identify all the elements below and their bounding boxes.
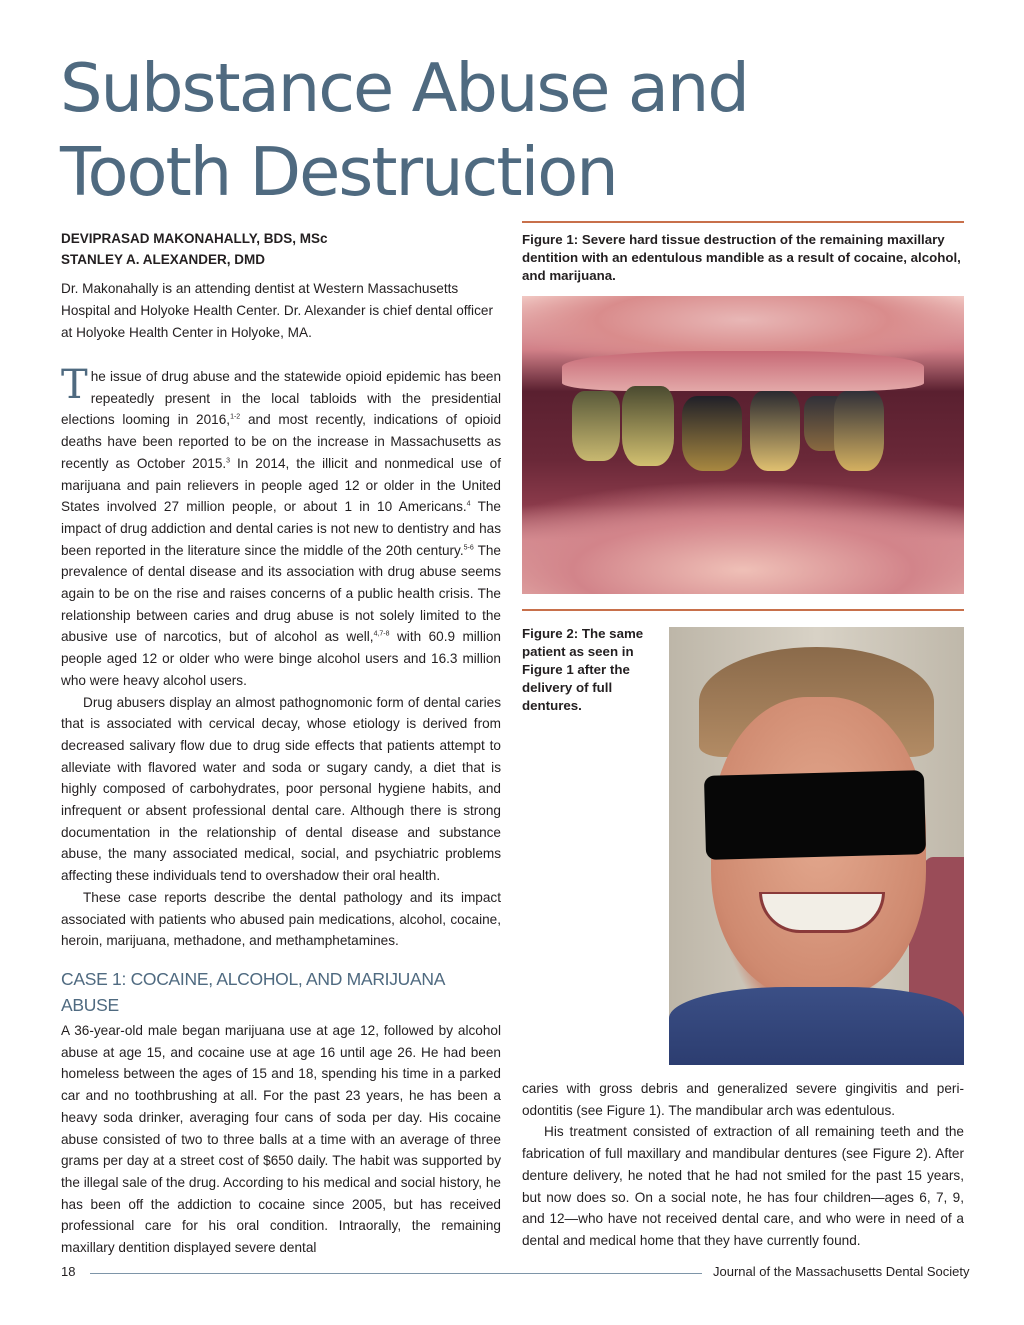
figure-1-caption: Figure 1: Severe hard tissue destruction of the remaining maxillary dentition with an edentulous mandible as a result of cocaine, alcohol, and marijuana. [522,232,961,283]
figure-1-intraoral-photo [522,296,964,594]
article-title-line-1: Substance Abuse and [60,49,748,127]
intro-p1-part-f: with 60.9 million people aged 12 or older who were binge alcohol users and 16.3 million who were heavy alcohol users. [61,629,501,688]
intro-paragraph-2: Drug abusers display an almost pathognomonic form of dental caries that is associated with cervical decay, whose etiology is derived from decreased salivary flow due to drug side effects that patients attempt to alleviate with flavored water and soda or sugary candy, a diet that is highly composed of carbohydrates, poor personal hygiene habits, and infrequent or absent professional dental care. Although there is strong documentation in the relationship of dental disease and substance abuse, the many associated medical, social, and psychiatric problems affecting these individuals tend to overshadow their oral health. [61,694,501,884]
decayed-tooth [750,391,800,471]
case-1-paragraph-2: His treatment consisted of extraction of all remaining teeth and the fabrication of full maxillary and mandibular dentures (see Figure 2). After denture delivery, he noted that he had not smiled for the past 15 years, but now does so. On a social note, he has four children—ages 6, 7, 9, and 12—who have not received dental care, and who were in need of a dental and medical home that they have currently found. [522,1124,964,1248]
citation-4: 4 [466,500,471,508]
intro-p1-part-d: The impact of drug addiction and dental caries is not new to dentistry and has been reported in the literature since the middle of the 20th century. [61,499,501,558]
author-list [61,228,511,270]
footer-rule [90,1273,702,1274]
citation-5-6: 5-6 [463,544,474,552]
citation-3: 3 [226,457,231,465]
intro-p1-part-c: In 2014, the illicit and nonmedical use of marijuana and pain relievers in people aged 12 or older in the United States involved 27 million people, or about 1 in 10 Americans. [61,455,501,515]
citation-4-7-8: 4,7-8 [373,630,390,638]
page-number: 18 [61,1264,76,1279]
case-1-paragraph-1-continued: caries with gross debris and generalized severe gingivitis and peri-odontitis (see Figure 1). The mandibular arch was edentulous. [522,1081,964,1118]
figure-2-caption: Figure 2: The same patient as seen in Figure 1 after the delivery of full dentures. [522,626,644,713]
article-title-line-2: Tooth Destruction [60,133,617,211]
case-1-heading: CASE 1: COCAINE, ALCOHOL, AND MARIJUANA ABUSE [61,968,445,1015]
left-column-body [61,362,501,1259]
journal-name: Journal of the Massachusetts Dental Society [713,1264,970,1279]
intro-paragraph-1 [61,362,501,692]
article-title [60,46,760,214]
drop-cap: T [61,362,88,408]
intro-p1-part-b: and most recently, indications of opioid deaths have been reported to be on the increase in Massachusetts as recently as October 2015. [61,412,501,471]
case-1-paragraph-1: A 36-year-old male began marijuana use at age 12, followed by alcohol abuse at age 15, and cocaine use at age 16 until age 26. He had been homeless between the ages of 15 and 18, spending his time in a parked car and no toothbrushing at all. For the past 23 years, he has been a heavy soda drinker, averaging four cans of soda per day. His cocaine abuse consisted of two to three balls at a time with an average of three grams per day at a street cost of $650 daily. The habit was supported by the illegal sale of the drug. According to his medical and social history, he has been off the addiction to cocaine since 2005, but has received professional care for his oral condition. Intraorally, the remaining maxillary dentition displayed severe dental [61,1022,501,1256]
figure-2-top-rule [522,609,964,611]
decayed-tooth [834,391,884,471]
author-1: DEVIPRASAD MAKONAHALLY, BDS, MSc [61,231,328,246]
right-column-body [522,1078,964,1252]
intro-p1-part-e: The prevalence of dental disease and its association with drug abuse seems again to be on the rise and raises concerns of a public health crisis. The relationship between caries and drug abuse is not solely limited to the abusive use of narcotics, but of alcohol as well, [61,542,501,645]
intro-paragraph-3: These case reports describe the dental pathology and its impact associated with patients who abused pain medications, alcohol, cocaine, heroin, marijuana, methadone, and methamphetamines. [61,889,501,949]
decayed-tooth [572,391,620,461]
author-affiliation: Dr. Makonahally is an attending dentist at Western Massachusetts Hospital and Holyoke Health Center. Dr. Alexander is chief dental officer at Holyoke Health Center in Holyoke, MA. [61,281,493,340]
citation-1-2: 1-2 [230,413,241,421]
decayed-tooth [682,396,742,471]
gingiva [562,351,924,391]
author-2: STANLEY A. ALEXANDER, DMD [61,252,266,267]
figure-1-top-rule [522,221,964,223]
decayed-tooth [622,386,674,466]
intro-p1-part-a: he issue of drug abuse and the statewide opioid epidemic has been repeatedly present in the local tabloids with the presidential elections looming in 2016, [61,369,501,428]
privacy-censor-bar [704,770,926,860]
shirt [669,987,964,1065]
figure-2-patient-photo [669,627,964,1065]
